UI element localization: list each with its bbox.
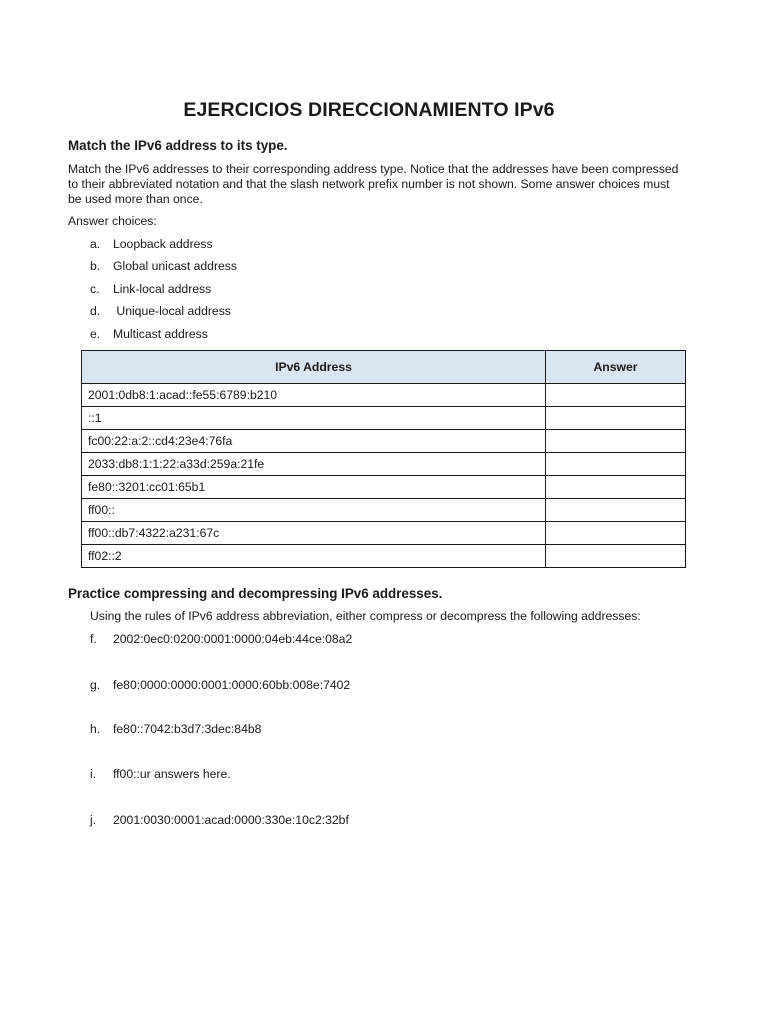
table-row: [82, 522, 686, 545]
choice-text: Global unicast address: [113, 259, 237, 273]
choice-text: Loopback address: [113, 237, 213, 251]
item-letter: h.: [90, 722, 101, 736]
practice-item: [90, 722, 261, 736]
address-cell: ff00::: [82, 499, 546, 522]
intro-line: be used more than once.: [68, 192, 203, 206]
address-cell: ff00::db7:4322:a231:67c: [82, 522, 546, 545]
choice-item: [90, 282, 211, 296]
choice-text: Unique-local address: [113, 304, 231, 318]
table-row: [82, 545, 686, 568]
table-row: [82, 430, 686, 453]
address-cell: ::1: [82, 407, 546, 430]
item-letter: g.: [90, 678, 101, 692]
choice-letter: e.: [90, 327, 101, 341]
table-header-row: [82, 351, 686, 384]
choice-item: [90, 259, 237, 273]
answer-cell[interactable]: [546, 522, 686, 545]
item-text: fe80:0000:0000:0001:0000:60bb:008e:7402: [113, 678, 351, 692]
table-row: [82, 453, 686, 476]
choice-item: [90, 327, 208, 341]
address-cell: fe80::3201:cc01:65b1: [82, 476, 546, 499]
section-heading-match: Match the IPv6 address to its type.: [68, 138, 288, 153]
address-table: [81, 350, 686, 568]
answer-cell[interactable]: [546, 407, 686, 430]
item-text: ff00::ur answers here.: [113, 767, 231, 781]
intro-line: to their abbreviated notation and that the slash network prefix number is not shown. Some answer choices must: [68, 177, 670, 191]
answer-cell[interactable]: [546, 453, 686, 476]
practice-item: [90, 813, 349, 827]
address-cell: 2033:db8:1:1:22:a33d:259a:21fe: [82, 453, 546, 476]
answer-cell[interactable]: [546, 499, 686, 522]
column-header-ipv6-address: IPv6 Address: [82, 351, 546, 384]
choice-text: Multicast address: [113, 327, 208, 341]
table-row: [82, 384, 686, 407]
column-header-answer: Answer: [546, 351, 686, 384]
choice-item: [90, 304, 231, 318]
address-cell: ff02::2: [82, 545, 546, 568]
answer-cell[interactable]: [546, 545, 686, 568]
intro-paragraph: [68, 162, 708, 207]
table-row: [82, 407, 686, 430]
practice-instructions: Using the rules of IPv6 address abbreviation, either compress or decompress the following addresses:: [90, 609, 641, 623]
table-row: [82, 476, 686, 499]
item-text: 2002:0ec0:0200:0001:0000:04eb:44ce:08a2: [113, 632, 353, 646]
answer-cell[interactable]: [546, 430, 686, 453]
item-letter: j.: [90, 813, 97, 827]
answer-choices-label: Answer choices:: [68, 214, 157, 228]
practice-item: [90, 678, 350, 692]
address-cell: 2001:0db8:1:acad::fe55:6789:b210: [82, 384, 546, 407]
item-letter: i.: [90, 767, 97, 781]
practice-item: [90, 767, 231, 781]
table-row: [82, 499, 686, 522]
choice-letter: b.: [90, 259, 101, 273]
item-letter: f.: [90, 632, 97, 646]
item-text: 2001:0030:0001:acad:0000:330e:10c2:32bf: [113, 813, 349, 827]
choice-letter: a.: [90, 237, 101, 251]
item-text: fe80::7042:b3d7:3dec:84b8: [113, 722, 262, 736]
address-cell: fc00:22:a:2::cd4:23e4:76fa: [82, 430, 546, 453]
answer-cell[interactable]: [546, 476, 686, 499]
practice-item: [90, 632, 352, 646]
choice-letter: d.: [90, 304, 101, 318]
section-heading-practice: Practice compressing and decompressing IPv6 addresses.: [68, 586, 443, 601]
page-title: EJERCICIOS DIRECCIONAMIENTO IPv6: [183, 99, 555, 121]
intro-line: Match the IPv6 addresses to their corresponding address type. Notice that the addresses have been compressed: [68, 162, 679, 176]
choice-letter: c.: [90, 282, 100, 296]
choice-item: [90, 237, 213, 251]
choice-text: Link-local address: [113, 282, 212, 296]
answer-cell[interactable]: [546, 384, 686, 407]
